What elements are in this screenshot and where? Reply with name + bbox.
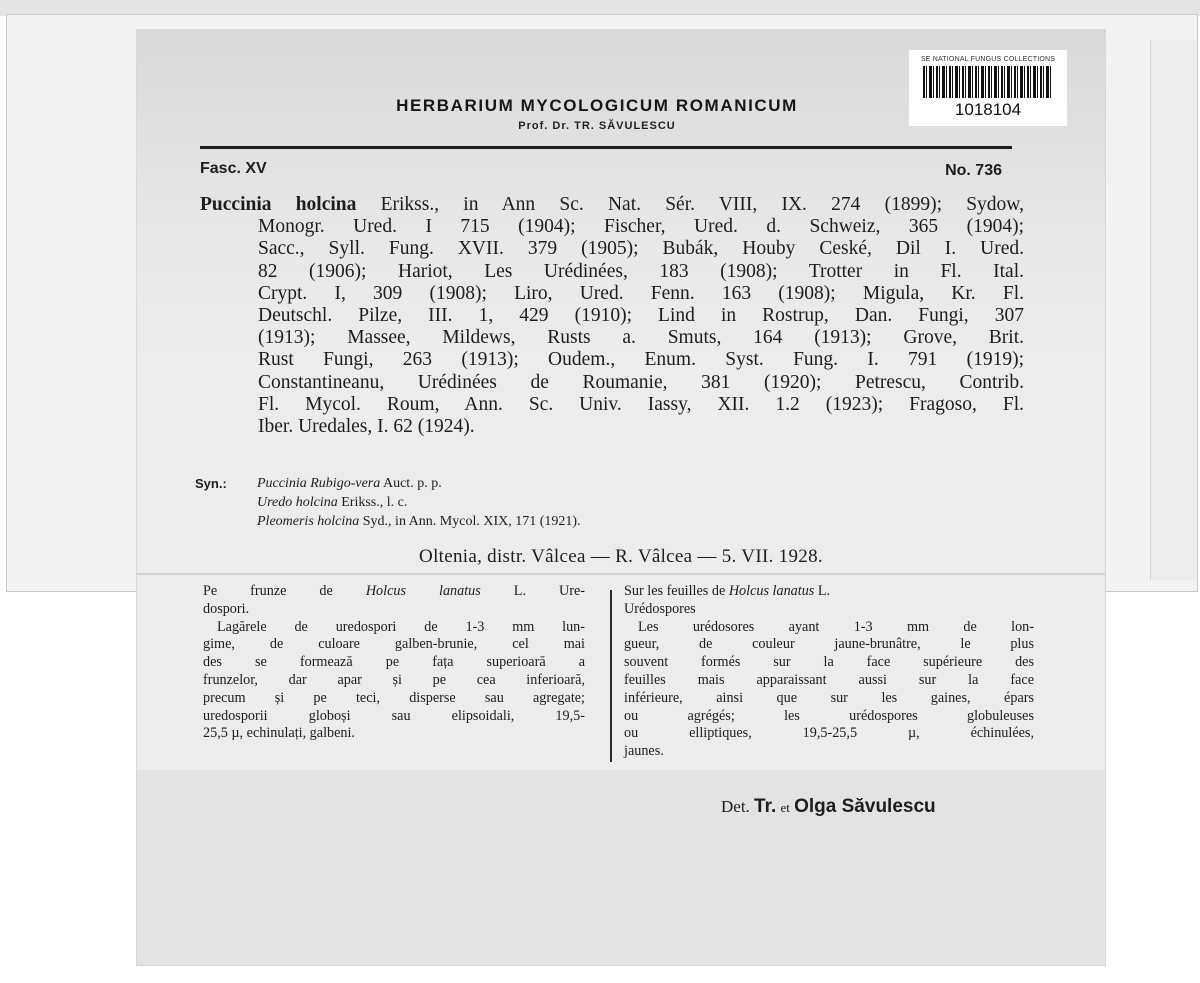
citation-line: Puccinia holcina Erikss., in Ann Sc. Nat. Sér. VIII, IX. 274 (1899); Sydow, — [200, 194, 1024, 215]
taxon-citation — [200, 194, 1024, 438]
herbarium-subtitle: Prof. Dr. TR. SĂVULESCU — [518, 120, 676, 132]
citation-line: Rust Fungi, 263 (1913); Oudem., Enum. Syst. Fung. I. 791 (1919); — [258, 349, 1024, 371]
description-line: Urédospores — [624, 600, 696, 617]
description-line: souvent formés sur la face supérieure des — [624, 654, 1034, 671]
barcode-label — [909, 50, 1067, 126]
synonyms-label: Syn.: — [195, 476, 227, 491]
description-line: Les urédosores ayant 1-3 mm de lon- — [638, 618, 1034, 635]
description-line: dospori. — [203, 600, 250, 617]
synonym-item: Pleomeris holcina Syd., in Ann. Mycol. XIX, 171 (1921). — [257, 514, 581, 529]
description-line: Sur les feuilles de Holcus lanatus L. — [624, 583, 831, 599]
citation-line: 82 (1906); Hariot, Les Urédinées, 183 (1908); Trotter in Fl. Ital. — [258, 260, 1024, 282]
barcode-caption: SE NATIONAL FUNGUS COLLECTIONS — [920, 56, 1056, 63]
description-line: gime, de culoare galben-brunie, cel mai — [203, 636, 585, 653]
synonym-item: Uredo holcina Erikss., l. c. — [257, 495, 408, 510]
barcode-icon — [923, 66, 1053, 98]
collection-locality: Oltenia, distr. Vâlcea — R. Vâlcea — 5. VII. 1928. — [419, 546, 823, 567]
description-line: des se formează pe fața superioară a — [203, 654, 585, 671]
description-romanian — [203, 583, 585, 743]
description-french — [624, 583, 1034, 761]
barcode-number: 1018104 — [954, 100, 1022, 119]
citation-line: Fl. Mycol. Roum, Ann. Sc. Univ. Iassy, XII. 1.2 (1923); Fragoso, Fl. — [258, 393, 1024, 415]
description-line: feuilles mais apparaissant aussi sur la face — [624, 671, 1034, 688]
synonym-item: Puccinia Rubigo-vera Auct. p. p. — [257, 476, 442, 491]
citation-line: (1913); Massee, Mildews, Rusts a. Smuts, 164 (1913); Grove, Brit. — [258, 327, 1024, 349]
description-line: frunzelor, dar apar și pe cea inferioară, — [203, 671, 585, 688]
determiner-name: Olga Săvulescu — [794, 796, 936, 817]
citation-line: Crypt. I, 309 (1908); Liro, Ured. Fenn. 163 (1908); Migula, Kr. Fl. — [258, 282, 1024, 304]
fascicle-number: Fasc. XV — [200, 160, 267, 177]
citation-line: Monogr. Ured. I 715 (1904); Fischer, Ured. d. Schweiz, 365 (1904); — [258, 216, 1024, 238]
citation-line: Deutschl. Pilze, III. 1, 429 (1910); Lind in Rostrup, Dan. Fungi, 307 — [258, 305, 1024, 327]
description-line: uredosporii globoși sau elipsoidali, 19,5- — [203, 707, 585, 724]
determiner-conjunction: et — [780, 800, 790, 815]
description-line: Pe frunze de Holcus lanatus L. Ure- — [203, 583, 585, 599]
herbarium-title: HERBARIUM MYCOLOGICUM ROMANICUM — [396, 96, 798, 115]
description-line: ou elliptiques, 19,5-25,5 µ, échinulées, — [624, 725, 1034, 742]
sheet-flap — [1150, 40, 1197, 580]
description-line: jaunes. — [624, 743, 664, 760]
description-line: inférieure, ainsi que sur les gaines, épars — [624, 689, 1034, 706]
citation-line: Iber. Uredales, I. 62 (1924). — [258, 416, 475, 438]
description-line: gueur, de couleur jaune-brunâtre, le plus — [624, 636, 1034, 653]
citation-line: Constantineanu, Urédinées de Roumanie, 381 (1920); Petrescu, Contrib. — [258, 371, 1024, 393]
column-divider — [610, 590, 612, 762]
description-line: Lagărele de uredospori de 1-3 mm lun- — [217, 618, 585, 635]
determiner-line — [721, 796, 936, 818]
header-divider — [200, 146, 1012, 149]
determiner-initials: Tr. — [754, 796, 777, 817]
exsiccata-number: No. 736 — [945, 162, 1002, 179]
description-line: precum și pe teci, disperse sau agregate; — [203, 689, 585, 706]
species-name: Puccinia holcina — [200, 194, 357, 215]
description-line: ou agrégés; les urédospores globuleuses — [624, 707, 1034, 724]
citation-line: Sacc., Syll. Fung. XVII. 379 (1905); Bubák, Houby Ceské, Dil I. Ured. — [258, 238, 1024, 260]
det-prefix: Det. — [721, 797, 750, 816]
description-line: 25,5 µ, echinulați, galbeni. — [203, 725, 355, 742]
specimen-label — [137, 30, 1105, 965]
